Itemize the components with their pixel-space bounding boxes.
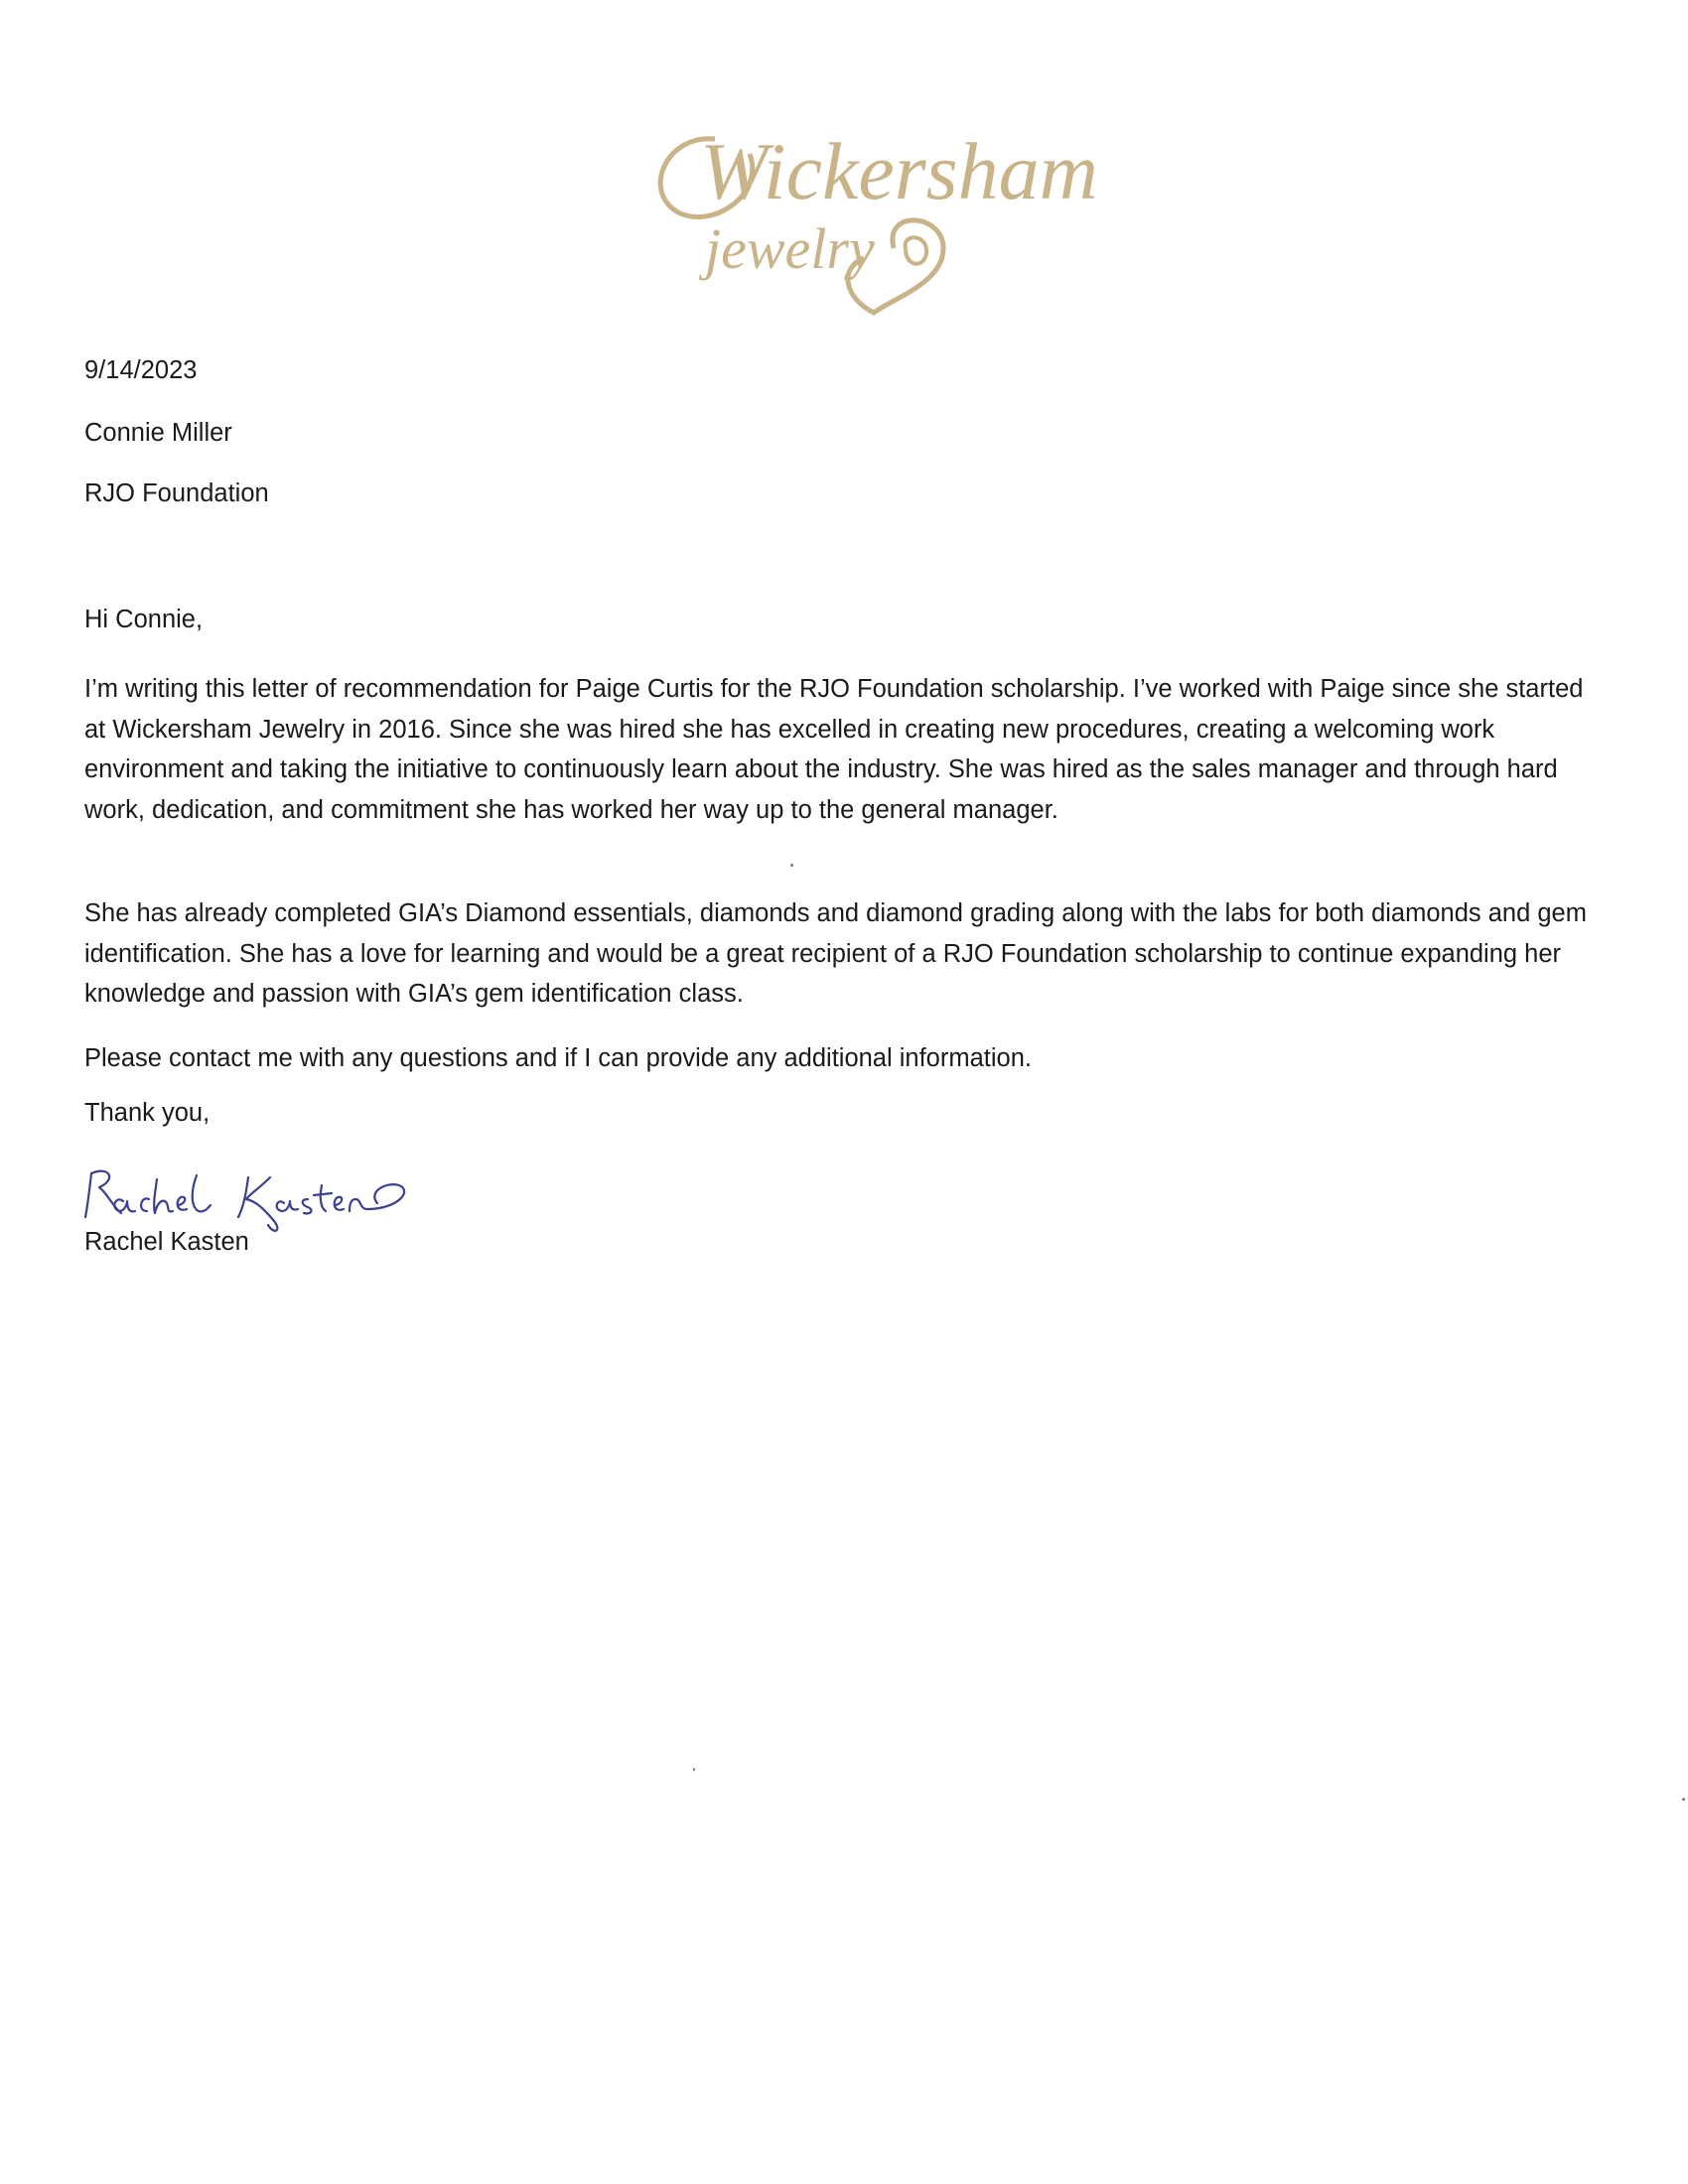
logo-text-jewelry: jewelry [705, 216, 875, 281]
body-paragraph: She has already completed GIA’s Diamond essentials, diamonds and diamond grading along with the labs for both diamonds and gem identification. She has a love for learning and would be a great recipient of a RJO Foundation scholarship to continue expanding her knowledge and passion with GIA’s gem identification class. [84, 899, 1587, 1008]
signer-name: Rachel Kasten [84, 1228, 249, 1256]
recipient-name: Connie Miller [84, 419, 232, 447]
wickersham-jewelry-logo [645, 99, 1098, 328]
scan-speck [1682, 1798, 1685, 1801]
body-paragraph: Please contact me with any questions and if I can provide any additional information. [84, 1044, 1032, 1072]
scan-speck [693, 1768, 695, 1771]
scan-speck [790, 864, 793, 867]
closing: Thank you, [84, 1099, 211, 1127]
greeting: Hi Connie, [84, 606, 204, 633]
recipient-organization: RJO Foundation [84, 479, 269, 507]
letter-date: 9/14/2023 [84, 356, 198, 384]
handwritten-signature [79, 1152, 437, 1231]
body-paragraph: I’m writing this letter of recommendation for Paige Curtis for the RJO Foundation scholarship. I’ve worked with Paige since she started at Wickersham Jewelry in 2016. Since she was hired she has excelled in creating new procedures, creating a welcoming work environment and taking the initiative to continuously learn about the industry. She was hired as the sales manager and through hard work, dedication, and commitment she has worked her way up to the general manager. [84, 675, 1584, 824]
logo-text-wickersham: Wickersham [700, 126, 1098, 216]
